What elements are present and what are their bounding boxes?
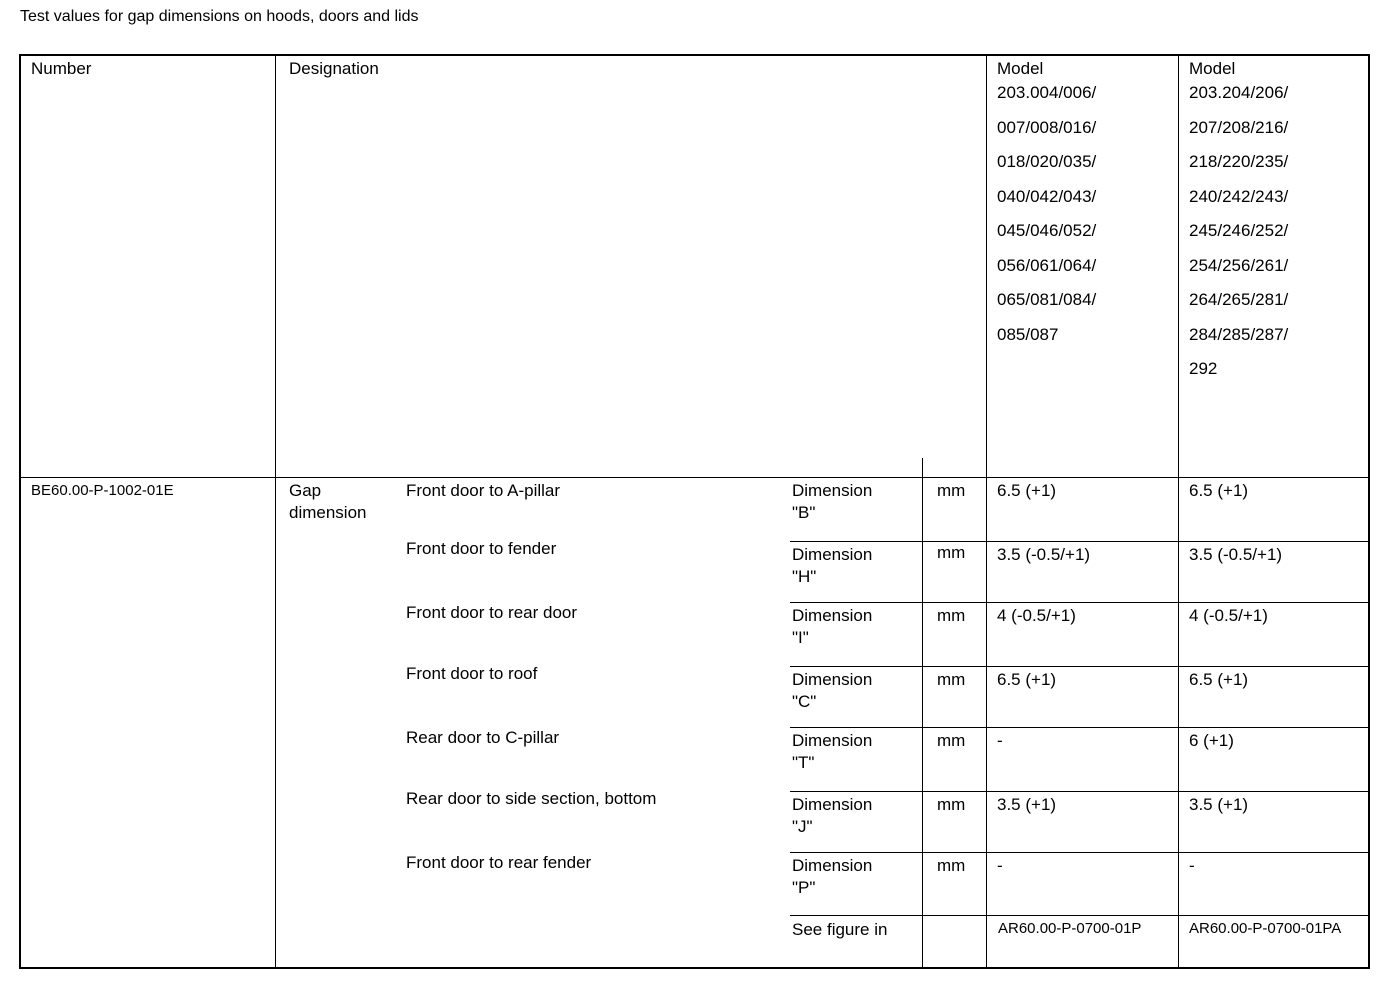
row-dimension-code: "H"	[792, 567, 817, 586]
row-dimension-code: "B"	[792, 503, 816, 522]
figure-label: See figure in	[792, 920, 888, 939]
row-divider	[790, 791, 1370, 792]
row-unit: mm	[937, 731, 966, 750]
row-model-b-value: 6.5 (+1)	[1189, 481, 1249, 500]
header-model-b-label: Model	[1189, 59, 1236, 78]
row-unit: mm	[937, 481, 966, 500]
row-item: Rear door to C-pillar	[406, 728, 560, 747]
model-a-line: 203.004/006/	[997, 83, 1097, 102]
row-model-b-value: 4 (-0.5/+1)	[1189, 606, 1268, 625]
header-model-b-list	[1189, 76, 1288, 387]
row-divider	[790, 602, 1370, 603]
col-divider-unit	[922, 458, 923, 969]
model-b-line: 292	[1189, 359, 1218, 378]
row-unit: mm	[937, 606, 966, 625]
row-divider	[790, 666, 1370, 667]
row-unit: mm	[937, 795, 966, 814]
row-item: Front door to rear fender	[406, 853, 592, 872]
row-dimension-label: Dimension	[792, 545, 873, 564]
header-designation: Designation	[289, 59, 379, 78]
header-divider	[19, 477, 1370, 478]
row-item: Front door to fender	[406, 539, 557, 558]
row-model-b-value: 6 (+1)	[1189, 731, 1234, 750]
gap-dimensions-table	[19, 54, 1370, 969]
row-model-a-value: 6.5 (+1)	[997, 670, 1057, 689]
model-a-line: 065/081/084/	[997, 290, 1097, 309]
row-model-b-value: 3.5 (+1)	[1189, 795, 1249, 814]
record-category: Gap dimension	[289, 481, 367, 522]
model-b-line: 245/246/252/	[1189, 221, 1289, 240]
row-item: Front door to rear door	[406, 603, 578, 622]
row-model-a-value: -	[997, 856, 1003, 875]
col-divider-model-a	[986, 54, 987, 969]
row-dimension-code: "J"	[792, 817, 813, 836]
col-divider-number	[275, 54, 276, 969]
row-dimension-label: Dimension	[792, 856, 873, 875]
header-model-a-label: Model	[997, 59, 1044, 78]
model-a-line: 040/042/043/	[997, 186, 1097, 206]
row-item: Front door to roof	[406, 664, 538, 683]
row-dimension-code: "T"	[792, 753, 815, 772]
row-dimension-code: "C"	[792, 692, 817, 711]
row-dimension-label: Dimension	[792, 795, 873, 814]
row-model-a-value: 6.5 (+1)	[997, 481, 1057, 500]
col-divider-model-b	[1178, 54, 1179, 969]
model-b-line: 207/208/216/	[1189, 117, 1289, 137]
row-model-a-value: -	[997, 731, 1003, 750]
row-model-b-value: 3.5 (-0.5/+1)	[1189, 545, 1283, 564]
figure-link-model-b[interactable]: AR60.00-P-0700-01PA	[1189, 920, 1342, 937]
row-model-b-value: 6.5 (+1)	[1189, 670, 1249, 689]
model-a-line: 007/008/016/	[997, 117, 1097, 137]
model-a-line: 085/087	[997, 324, 1059, 344]
row-unit: mm	[937, 856, 966, 875]
row-dimension-label: Dimension	[792, 731, 873, 750]
header-model-a-list	[997, 76, 1096, 352]
row-model-a-value: 3.5 (+1)	[997, 795, 1057, 814]
row-dimension-label: Dimension	[792, 606, 873, 625]
row-model-b-value: -	[1189, 856, 1195, 875]
model-b-line: 254/256/261/	[1189, 255, 1289, 275]
header-number: Number	[31, 59, 92, 78]
model-b-line: 264/265/281/	[1189, 290, 1289, 309]
row-divider	[790, 541, 1370, 542]
model-b-line: 203.204/206/	[1189, 83, 1289, 102]
model-b-line: 284/285/287/	[1189, 324, 1289, 344]
row-item: Rear door to side section, bottom	[406, 789, 657, 808]
row-item: Front door to A-pillar	[406, 481, 561, 500]
row-divider	[790, 915, 1370, 916]
model-b-line: 240/242/243/	[1189, 186, 1289, 206]
row-dimension-code: "P"	[792, 878, 816, 897]
model-b-line: 218/220/235/	[1189, 152, 1289, 171]
row-model-a-value: 3.5 (-0.5/+1)	[997, 545, 1091, 564]
row-divider	[790, 727, 1370, 728]
model-a-line: 045/046/052/	[997, 221, 1097, 240]
row-dimension-label: Dimension	[792, 481, 873, 500]
row-dimension-code: "I"	[792, 628, 809, 647]
row-dimension-label: Dimension	[792, 670, 873, 689]
figure-link-model-a[interactable]: AR60.00-P-0700-01P	[998, 920, 1142, 937]
page-title: Test values for gap dimensions on hoods, doors and lids	[20, 8, 419, 25]
row-unit: mm	[937, 670, 966, 689]
model-a-line: 056/061/064/	[997, 255, 1097, 275]
row-unit: mm	[937, 543, 966, 562]
row-model-a-value: 4 (-0.5/+1)	[997, 606, 1076, 625]
model-a-line: 018/020/035/	[997, 152, 1097, 171]
record-number: BE60.00-P-1002-01E	[31, 482, 174, 499]
row-divider	[790, 852, 1370, 853]
